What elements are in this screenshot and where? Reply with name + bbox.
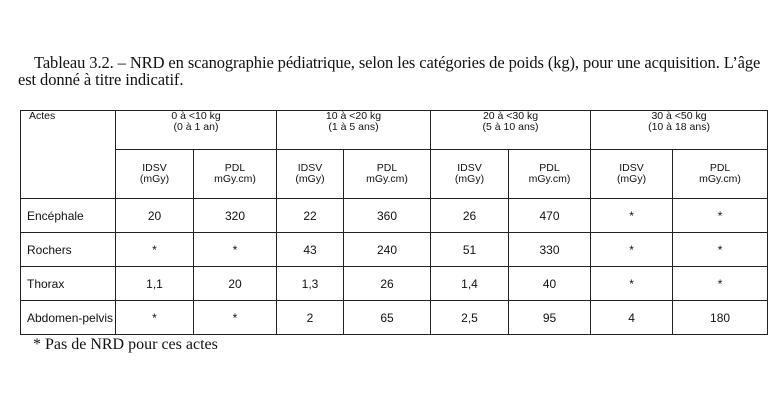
value-cell: *: [194, 301, 277, 335]
value-cell: *: [194, 233, 277, 267]
idsv-header: [116, 150, 194, 199]
group-weight: 20 à <30 kg: [482, 110, 539, 122]
value-cell: 180: [673, 301, 768, 335]
group-header-1: [277, 111, 431, 150]
group-weight: 0 à <10 kg: [171, 110, 221, 122]
value-cell: 65: [344, 301, 431, 335]
idsv-unit: (mGy): [139, 173, 170, 185]
idsv-label: IDSV: [619, 162, 644, 174]
value-cell: 1,4: [431, 267, 509, 301]
value-cell: 20: [116, 199, 194, 233]
value-cell: 470: [509, 199, 591, 233]
header-row-groups: [21, 111, 768, 150]
pdl-unit: mGy.cm): [366, 173, 408, 185]
value-cell: 95: [509, 301, 591, 335]
table-row: [21, 301, 768, 335]
pdl-label: PDL: [224, 162, 246, 174]
header-row-metrics: [21, 150, 768, 199]
pdl-label: PDL: [709, 162, 731, 174]
pdl-header: [673, 150, 768, 199]
value-cell: 1,3: [277, 267, 344, 301]
acte-cell: Rochers: [21, 233, 116, 267]
value-cell: *: [591, 199, 673, 233]
table-row: [21, 199, 768, 233]
pdl-unit: mGy.cm): [699, 173, 741, 185]
value-cell: 2,5: [431, 301, 509, 335]
group-header-0: [116, 111, 277, 150]
idsv-header: [431, 150, 509, 199]
pdl-unit: mGy.cm): [528, 173, 571, 185]
footnote: * Pas de NRD pour ces actes: [33, 336, 218, 353]
value-cell: 26: [431, 199, 509, 233]
pdl-label: PDL: [376, 162, 398, 174]
idsv-label: IDSV: [297, 162, 323, 174]
actes-header: Actes: [21, 111, 116, 199]
pdl-header: [194, 150, 277, 199]
idsv-unit: (mGy): [454, 173, 485, 185]
acte-cell: Encéphale: [21, 199, 116, 233]
value-cell: 22: [277, 199, 344, 233]
group-header-2: [431, 111, 591, 150]
idsv-unit: (mGy): [295, 173, 325, 185]
value-cell: *: [673, 233, 768, 267]
table-row: [21, 267, 768, 301]
group-age: (5 à 10 ans): [482, 121, 539, 133]
nrd-table: [20, 110, 768, 335]
value-cell: 1,1: [116, 267, 194, 301]
idsv-header: [591, 150, 673, 199]
value-cell: *: [591, 233, 673, 267]
pdl-header: [509, 150, 591, 199]
value-cell: 360: [344, 199, 431, 233]
value-cell: 26: [344, 267, 431, 301]
group-age: (10 à 18 ans): [648, 121, 710, 133]
idsv-unit: (mGy): [616, 173, 647, 185]
value-cell: *: [116, 301, 194, 335]
value-cell: 40: [509, 267, 591, 301]
value-cell: 4: [591, 301, 673, 335]
idsv-label: IDSV: [457, 162, 482, 174]
value-cell: 2: [277, 301, 344, 335]
value-cell: *: [673, 199, 768, 233]
value-cell: *: [591, 267, 673, 301]
group-weight: 30 à <50 kg: [651, 110, 707, 122]
value-cell: *: [116, 233, 194, 267]
value-cell: *: [673, 267, 768, 301]
value-cell: 330: [509, 233, 591, 267]
table-caption: Tableau 3.2. – NRD en scanographie pédiatrique, selon les catégories de poids (kg), pour une acquisition. L’âge est donné à titre indicatif.: [18, 53, 761, 89]
group-header-3: [591, 111, 768, 150]
table-row: [21, 233, 768, 267]
value-cell: 43: [277, 233, 344, 267]
acte-cell: Thorax: [21, 267, 116, 301]
group-age: (0 à 1 an): [173, 121, 219, 133]
group-age: (1 à 5 ans): [328, 121, 379, 133]
pdl-header: [344, 150, 431, 199]
value-cell: 51: [431, 233, 509, 267]
value-cell: 20: [194, 267, 277, 301]
idsv-label: IDSV: [142, 162, 167, 174]
pdl-unit: mGy.cm): [214, 173, 256, 185]
group-weight: 10 à <20 kg: [325, 110, 382, 122]
pdl-label: PDL: [539, 162, 560, 174]
idsv-header: [277, 150, 344, 199]
acte-cell: Abdomen-pelvis: [21, 301, 116, 335]
value-cell: 240: [344, 233, 431, 267]
value-cell: 320: [194, 199, 277, 233]
